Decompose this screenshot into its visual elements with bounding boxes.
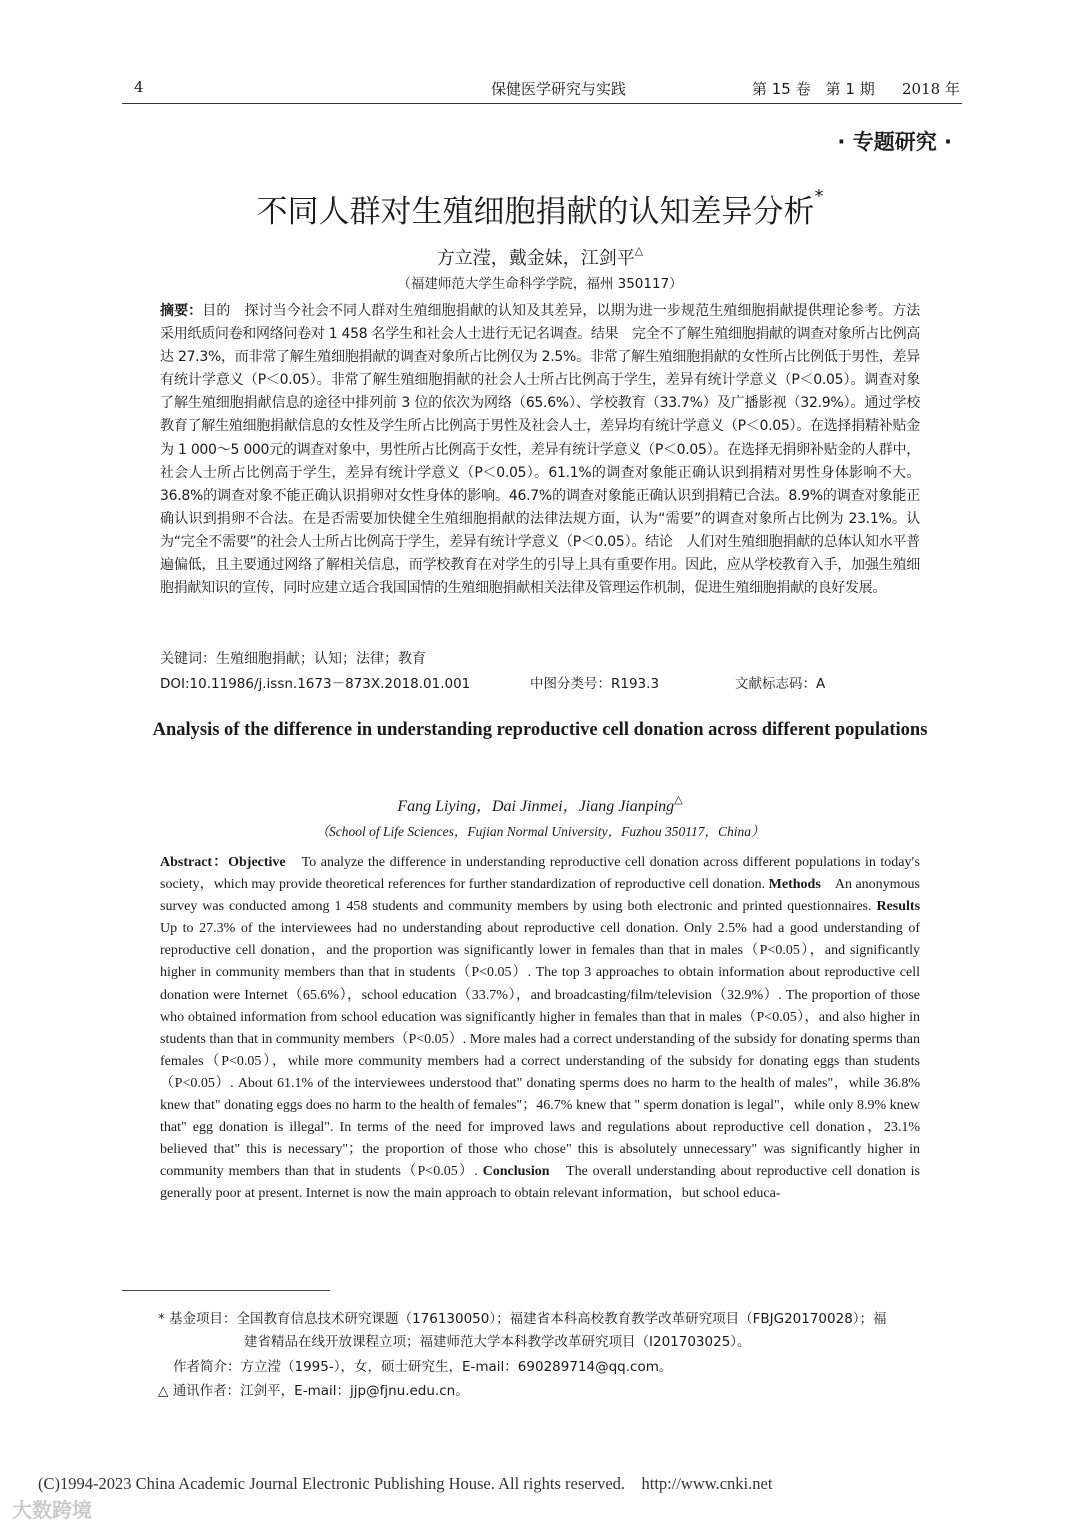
abstract-en — [160, 852, 920, 1206]
footnote-corr-text: 通讯作者：江剑平，E-mail：jjp@fjnu.edu.cn。 — [172, 1383, 469, 1399]
abstract-cn-label: 摘要： — [160, 303, 203, 319]
affiliation-en: （School of Life Sciences，Fujian Normal University，Fuzhou 350117，China） — [315, 824, 765, 839]
header-rule — [122, 103, 962, 104]
issue-info: 第 15 卷 第 1 期 — [752, 80, 875, 98]
abstract-cn — [160, 300, 934, 600]
footnote-corr-mark: △ — [158, 1383, 169, 1399]
abstract-en-conclusion: The overall understanding about reproductive cell donation is generally poor at present. Internet is now the main approach to obtain relevant information，but school educa- — [160, 1164, 921, 1202]
affiliation-cn: （福建师范大学生命科学学院，福州 350117） — [397, 276, 683, 292]
authors-en-mark: △ — [674, 794, 683, 806]
document-code: 文献标志码：A — [735, 676, 826, 692]
year: 2018 年 — [902, 80, 960, 98]
keywords-cn: 关键词：生殖细胞捐献；认知；法律；教育 — [160, 651, 426, 667]
abstract-en-conclusion-heading: Conclusion — [482, 1164, 550, 1180]
page-number: 4 — [134, 78, 144, 96]
clc-number: 中图分类号：R193.3 — [530, 676, 660, 692]
copyright-line: (C)1994-2023 China Academic Journal Electronic Publishing House. All rights reserved. http://www.cnki.net — [38, 1474, 773, 1493]
abstract-en-objective-heading: Objective — [228, 855, 286, 870]
authors-en-text: Fang Liying，Dai Jinmei，Jiang Jianping — [397, 798, 675, 815]
journal-name: 保健医学研究与实践 — [491, 80, 627, 98]
abstract-en-results: Up to 27.3% of the interviewees had no understanding about reproductive cell donation. Only 2.5% had a good understanding of reproductive cell donation，and the proportion was significantly lower in females than that in males（P<0.05），and significantly higher in community members than that in students（P<0.05）. The top 3 approaches to obtain information about reproductive cell donation were Internet（65.6%），school education（33.7%），and broadcasting/film/television（32.9%）. The proportion of those who obtained information from school education was significantly higher in females than that in males（P<0.05），and also higher in students than that in community members（P<0.05）. More males had a correct understanding of the subsidy for donating sperms than females（P<0.05），while more community members had a correct understanding of the subsidy for donating eggs than students（P<0.05）. About 61.1% of the interviewees understood that" donating sperms does no harm to the health of males"，while 36.8% knew that" donating eggs does no harm to the health of females"；46.7% knew that " sperm donation is legal"，while only 8.9% knew that" egg donation is illegal". In terms of the need for improved laws and regulations about reproductive cell donation，23.1% believed that" this is necessary"；the proportion of those who chose" this is absolutely unnecessary" was significantly higher in community members than that in students（P<0.05）. — [160, 921, 920, 1180]
watermark: 大数跨境 — [12, 1498, 92, 1522]
abstract-en-methods: An anonymous survey was conducted among 1 458 students and community members by using both electronic and printed questionnaires. — [160, 877, 921, 915]
title-cn — [0, 186, 1080, 231]
abstract-en-label: Abstract： — [160, 855, 229, 870]
column-label: · 专题研究 · — [837, 130, 952, 154]
footnote-fund-label: 基金项目： — [169, 1311, 237, 1327]
abstract-en-objective: To analyze the difference in understanding reproductive cell donation across different populations in today′s society，which may provide theoretical references for further standardization of reproductive cell donation. — [160, 855, 920, 893]
abstract-cn-text: 目的 探讨当今社会不同人群对生殖细胞捐献的认知及其差异，以期为进一步规范生殖细胞捐献提供理论参考。方法 采用纸质问卷和网络问卷对 1 458 名学生和社会人士进行无记名调查。结果 完全不了解生殖细胞捐献的调查对象所占比例高达 27.3%，而非常了解生殖细胞捐献的调查对象所占比例仅为 2.5%。非常了解生殖细胞捐献的女性所占比例低于男性，差异有统计学意义（P＜0.05）。非常了解生殖细胞捐献的社会人士所占比例高于学生，差异有统计学意义（P＜0.05）。调查对象了解生殖细胞捐献信息的途径中排列前 3 位的依次为网络（65.6%）、学校教育（33.7%）及广播影视（32.9%）。通过学校教育了解生殖细胞捐献信息的女性及学生所占比例高于男性及社会人士，差异均有统计学意义（P＜0.05）。在选择捐精补贴金为 1 000～5 000元的调查对象中，男性所占比例高于女性，差异有统计学意义（P＜0.05）。在选择无捐卵补贴金的人群中，社会人士所占比例高于学生，差异有统计学意义（P＜0.05）。61.1%的调查对象能正确认识到捐精对男性身体影响不大。36.8%的调查对象不能正确认识捐卵对女性身体的影响。46.7%的调查对象能正确认识到捐精已合法。8.9%的调查对象能正确认识到捐卵不合法。在是否需要加快健全生殖细胞捐献的法律法规方面，认为“需要”的调查对象所占比例为 23.1%。认为“完全不需要”的社会人士所占比例高于学生，差异有统计学意义（P＜0.05）。结论 人们对生殖细胞捐献的总体认知水平普遍偏低，且主要通过网络了解相关信息，而学校教育在对学生的引导上具有重要作用。因此，应从学校教育入手，加强生殖细胞捐献知识的宣传，同时应建立适合我国国情的生殖细胞捐献相关法律及管理运作机制，促进生殖细胞捐献的良好发展。 — [160, 303, 934, 597]
footnote-fund-text-2: 建省精品在线开放课程立项；福建师范大学本科教学改革研究项目（I201703025）。 — [244, 1334, 751, 1350]
footnote-fund — [158, 1308, 963, 1354]
footnote-fund-mark: * — [158, 1311, 165, 1327]
footnote-corresponding — [158, 1380, 963, 1403]
title-cn-text: 不同人群对生殖细胞捐献的认知差异分析 — [256, 194, 815, 230]
abstract-en-methods-heading: Methods — [768, 877, 821, 893]
abstract-en-results-heading: Results — [876, 899, 921, 915]
authors-cn-mark: △ — [634, 244, 644, 257]
authors-en — [0, 793, 1080, 816]
footnote-rule — [122, 1290, 330, 1291]
authors-cn — [0, 244, 1080, 270]
footnote-fund-text-1: 全国教育信息技术研究课题（176130050）；福建省本科高校教育教学改革研究项目（FBJG20170028）；福 — [236, 1311, 887, 1327]
authors-cn-text: 方立滢，戴金妹，江剑平 — [436, 248, 635, 269]
footnote-author-intro: 作者简介：方立滢（1995-），女，硕士研究生，E-mail：690289714@qq.com。 — [173, 1359, 673, 1375]
title-cn-mark: * — [814, 186, 824, 207]
doi: DOI:10.11986/j.issn.1673－873X.2018.01.001 — [160, 676, 471, 692]
title-en: Analysis of the difference in understanding reproductive cell donation across different populations — [152, 720, 928, 740]
